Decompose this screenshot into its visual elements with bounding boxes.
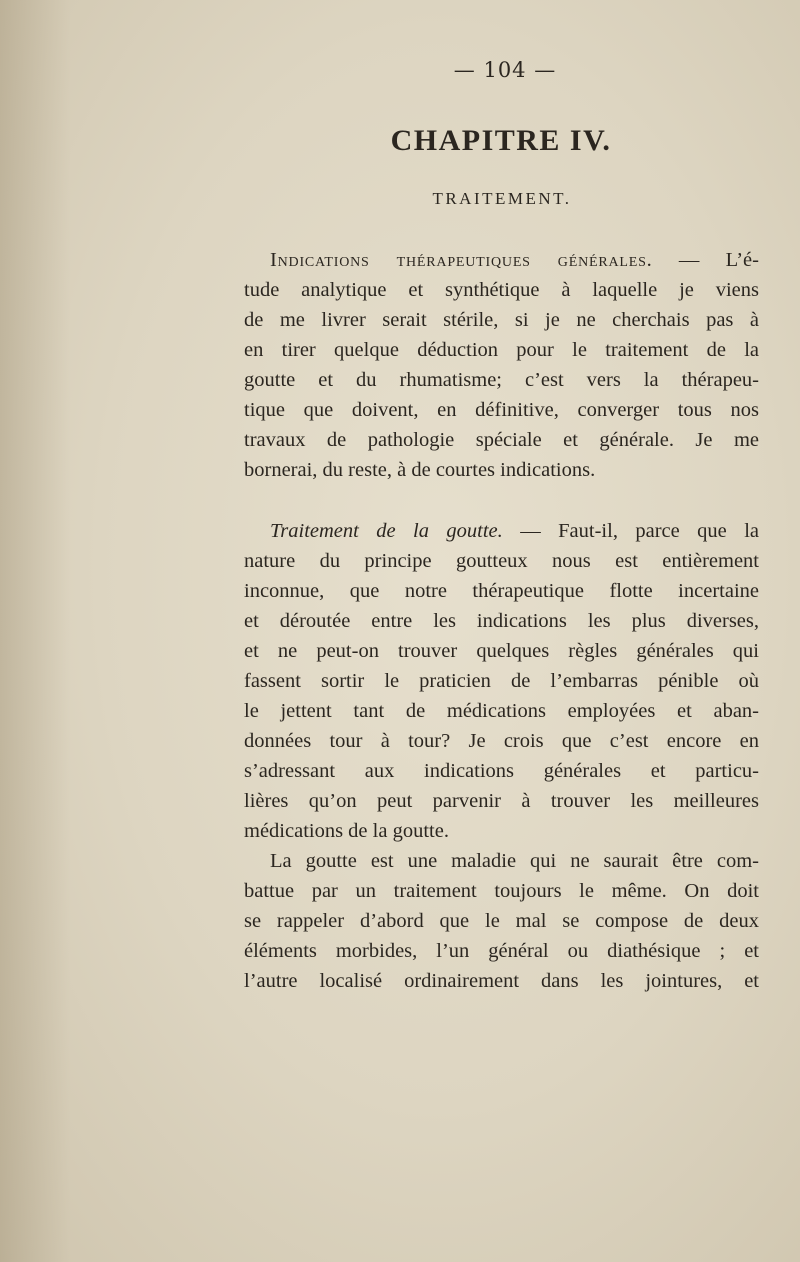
paragraph-line: bornerai, du reste, à de courtes indications. xyxy=(244,459,596,481)
paragraph-line: lières qu’on peut parvenir à trouver les meilleures xyxy=(244,790,759,812)
paragraph-line: tique que doivent, en définitive, converger tous nos xyxy=(244,399,759,421)
chapter-title: CHAPITRE IV. xyxy=(390,124,612,157)
page-number: — 104 — xyxy=(453,58,557,82)
paragraph-line: et déroutée entre les indications les plus diverses, xyxy=(244,610,759,632)
line-text: — L’é- xyxy=(652,249,759,271)
line-text: — Faut-il, parce que la xyxy=(502,520,760,542)
paragraph-traitement-goutte xyxy=(244,516,759,846)
paragraph-line: en tirer quelque déduction pour le traitement de la xyxy=(244,339,759,361)
paragraph-heading: Traitement de la goutte. xyxy=(270,520,503,542)
paragraph-line xyxy=(244,516,759,546)
paragraph-line: se rappeler d’abord que le mal se compose de deux xyxy=(244,910,759,932)
paragraph-line: éléments morbides, l’un général ou diathésique ; et xyxy=(244,940,759,962)
paragraph-line: et ne peut-on trouver quelques règles générales qui xyxy=(244,640,759,662)
paragraph-line: s’adressant aux indications générales et particu- xyxy=(244,760,759,782)
paragraph-line: le jettent tant de médications employées et aban- xyxy=(244,700,759,722)
paragraph-indications xyxy=(244,245,759,485)
paragraph-maladie xyxy=(244,846,759,996)
paragraph-line: battue par un traitement toujours le même. On doit xyxy=(244,880,759,902)
paragraph-line: inconnue, que notre thérapeutique flotte incertaine xyxy=(244,580,759,602)
paragraph-line: travaux de pathologie spéciale et générale. Je me xyxy=(244,429,759,451)
paragraph-line: fassent sortir le praticien de l’embarras pénible où xyxy=(244,670,759,692)
paragraph-line xyxy=(244,245,759,275)
paragraph-line: de me livrer serait stérile, si je ne cherchais pas à xyxy=(244,309,759,331)
paragraph-line: nature du principe goutteux nous est entièrement xyxy=(244,550,759,572)
section-title: TRAITEMENT. xyxy=(432,189,572,208)
paragraph-heading: Indications thérapeutiques générales. xyxy=(270,249,653,271)
paragraph-line: goutte et du rhumatisme; c’est vers la thérapeu- xyxy=(244,369,759,391)
paragraph-line: l’autre localisé ordinairement dans les jointures, et xyxy=(244,970,759,992)
paragraph-line: données tour à tour? Je crois que c’est encore en xyxy=(244,730,759,752)
paragraph-line: médications de la goutte. xyxy=(244,820,449,842)
paragraph-line: tude analytique et synthétique à laquelle je viens xyxy=(244,279,759,301)
paragraph-line: La goutte est une maladie qui ne saurait être com- xyxy=(270,850,759,872)
